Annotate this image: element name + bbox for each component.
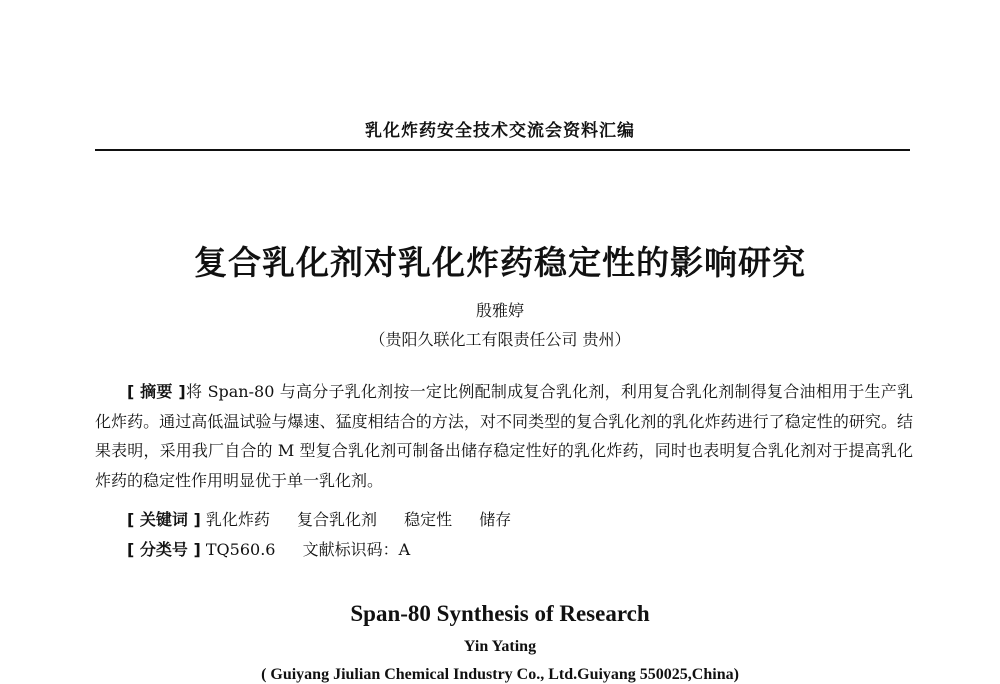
affiliation-en: ( Guiyang Jiulian Chemical Industry Co., Ltd.Guiyang 550025,China) [261,666,739,683]
doc-code: A [398,540,411,559]
doc-code-label: 文献标识码： [302,540,399,559]
running-header: 乳化炸药安全技术交流会资料汇编 [365,121,635,141]
keyword: 复合乳化剂 [296,510,377,529]
abstract-label: [ 摘要 ] [127,382,186,401]
keyword: 乳化炸药 [205,510,270,529]
affiliation-cn: （贵阳久联化工有限责任公司 贵州） [369,330,631,349]
keywords-label: [ 关键词 ] [127,510,201,529]
author-cn: 殷雅婷 [475,301,524,320]
classification-line [127,540,410,560]
paper-title-en: Span-80 Synthesis of Research [350,601,650,626]
abstract [95,377,913,495]
keywords-line [127,510,511,530]
class-label: [ 分类号 ] [127,540,201,559]
abstract-text: 将 Span-80 与高分子乳化剂按一定比例配制成复合乳化剂，利用复合乳化剂制得复合油相用于生产乳化炸药。通过高低温试验与爆速、猛度相结合的方法，对不同类型的复合乳化剂的乳化炸药进行了稳定性的研究。结果表明，采用我厂自合的 M 型复合乳化剂可制备出储存稳定性好的乳化炸药，同时也表明复合乳化剂对于提高乳化炸药的稳定性作用明显优于单一乳化剂。 [95,382,913,490]
header-rule [95,149,910,151]
class-number: TQ560.6 [205,540,276,559]
paper-title-cn: 复合乳化剂对乳化炸药稳定性的影响研究 [194,243,806,282]
keyword: 储存 [479,510,512,529]
keyword: 稳定性 [404,510,453,529]
author-en: Yin Yating [463,638,537,655]
